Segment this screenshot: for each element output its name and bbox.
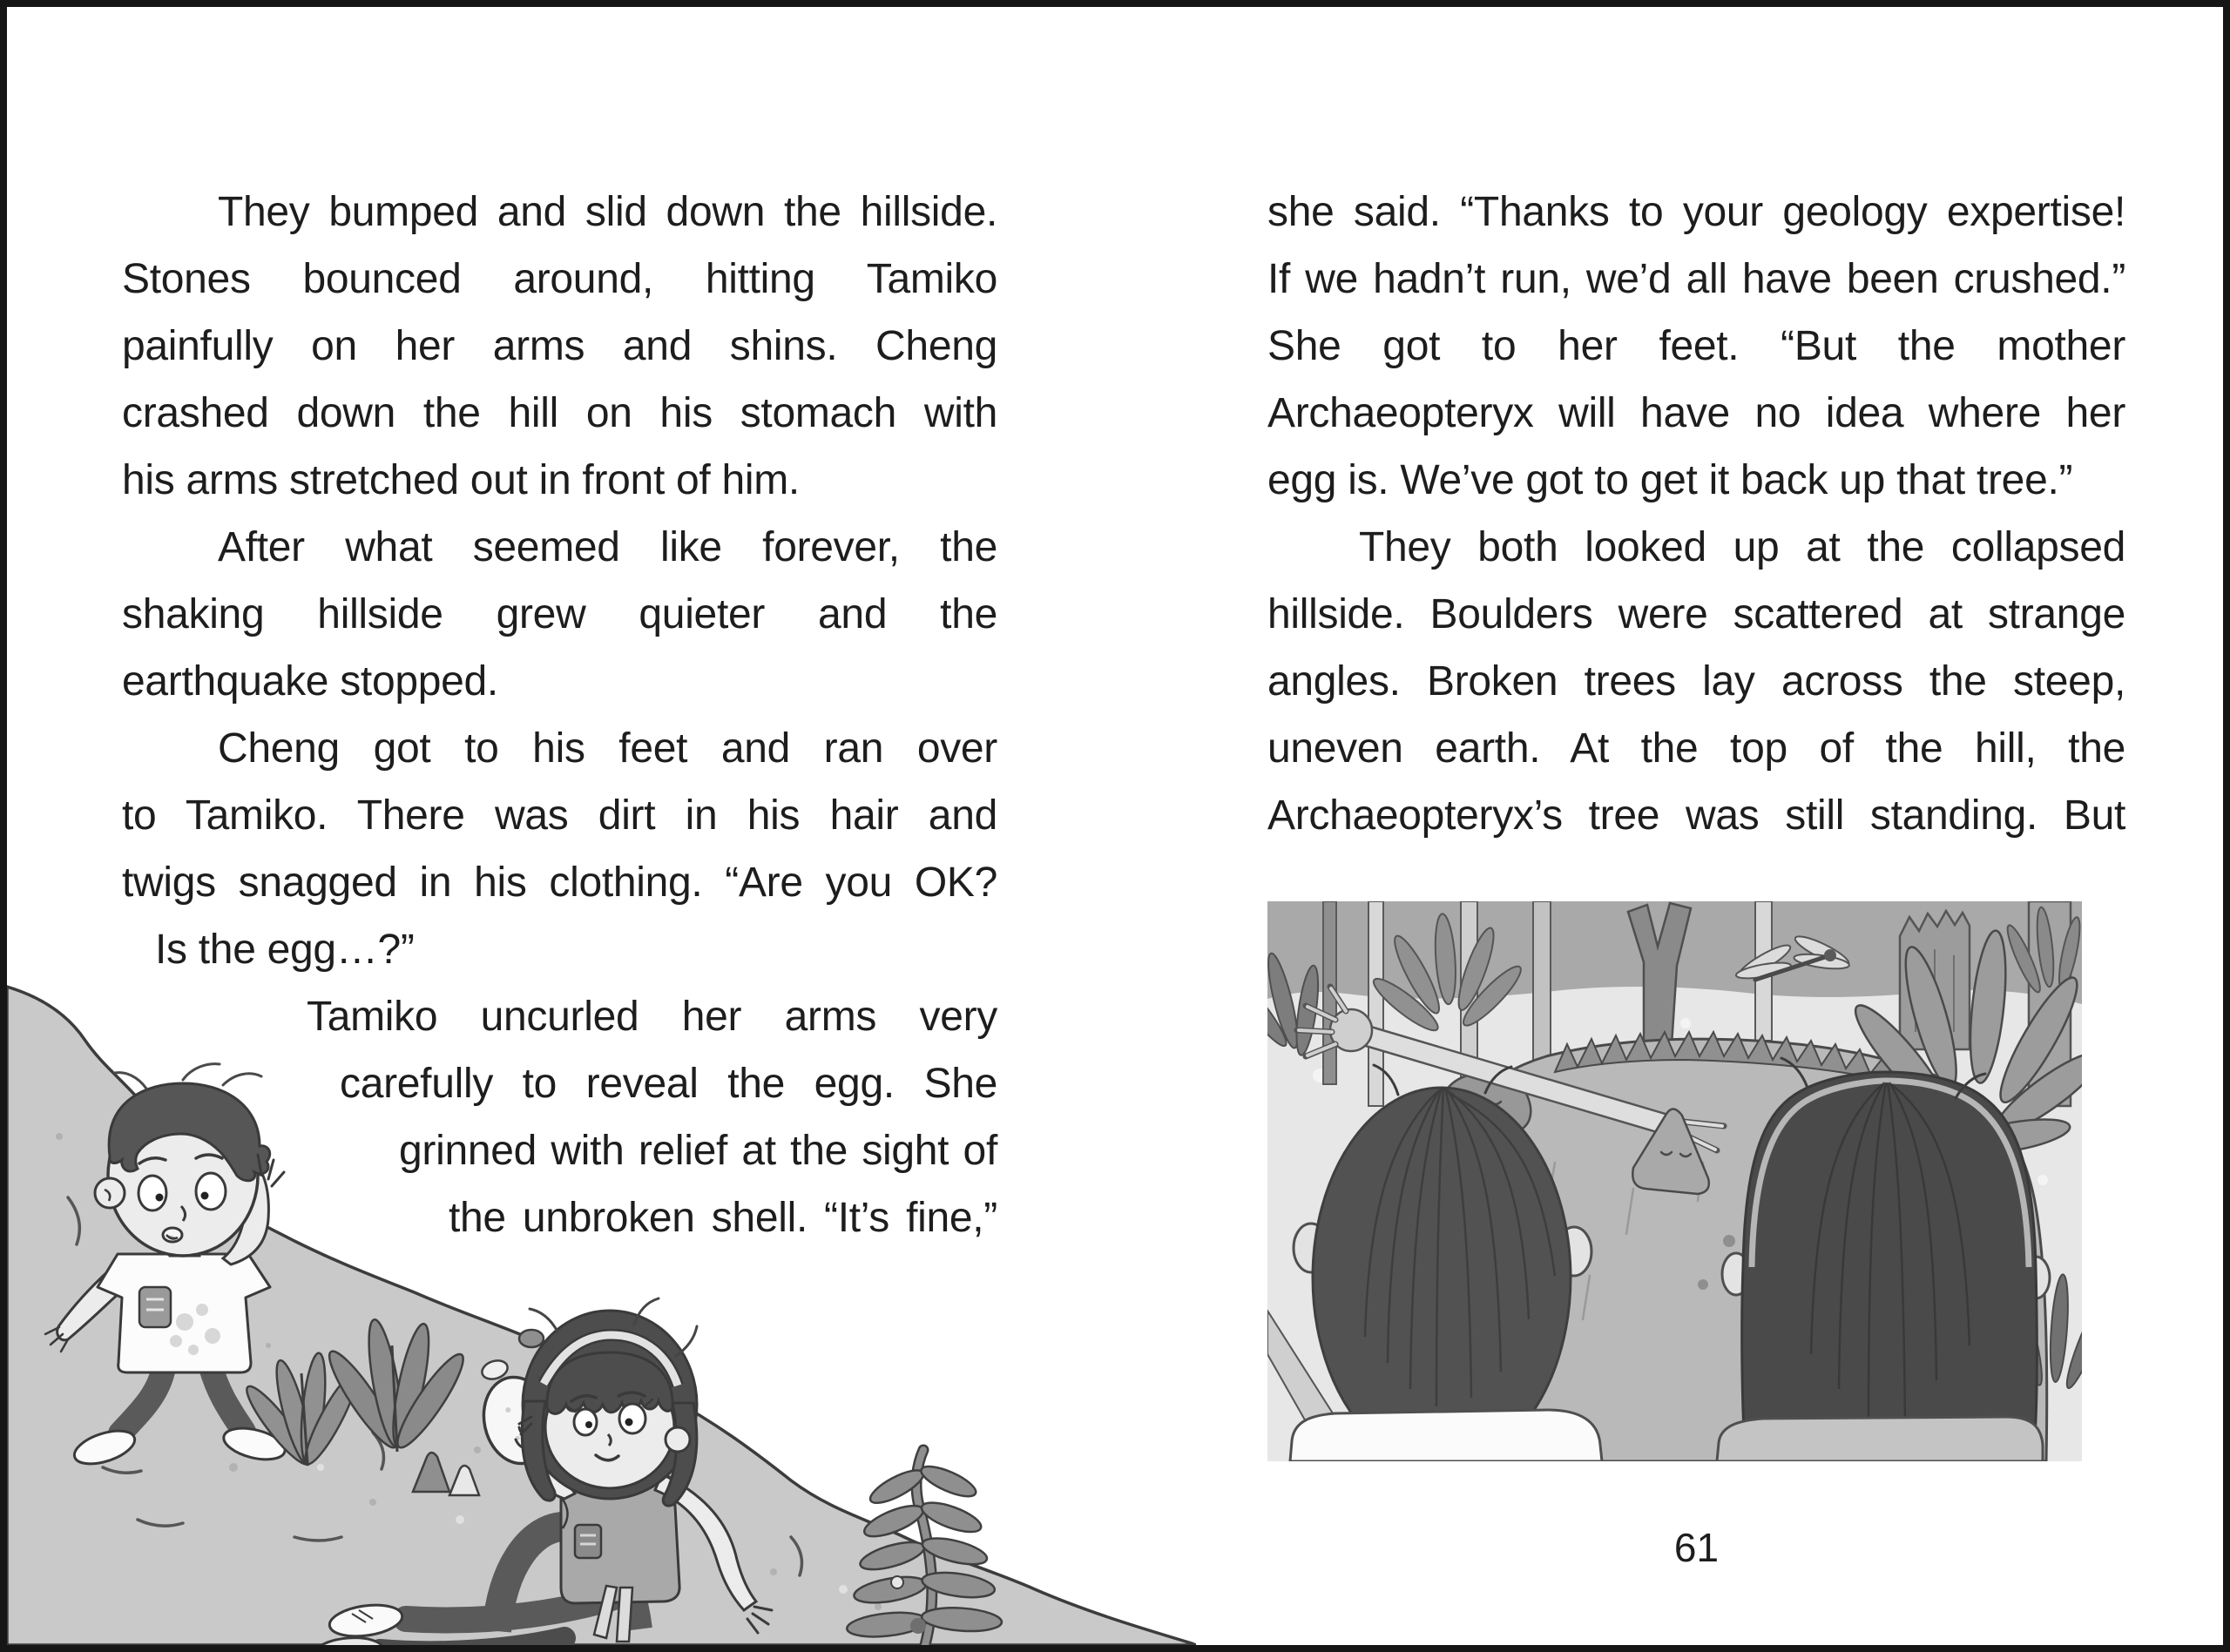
text-line: shaking hillside grew quieter and the — [122, 591, 997, 637]
text-line: painfully on her arms and shins. Cheng — [122, 323, 997, 369]
girl-top-back — [1717, 1417, 2043, 1461]
boy-badge — [139, 1287, 171, 1327]
pebble — [519, 1330, 544, 1347]
girl-hair-back — [1742, 1072, 2037, 1452]
boy-shirt — [98, 1254, 270, 1372]
text-line: Archaeopteryx’s tree was still standing. But — [1267, 792, 2125, 839]
text-line: uneven earth. At the top of the hill, the — [1267, 725, 2125, 772]
text-line: to Tamiko. There was dirt in his hair and — [122, 792, 997, 839]
girl-tie — [617, 1588, 632, 1642]
text-line: earthquake stopped. — [122, 658, 498, 705]
text-line: crashed down the hill on his stomach with — [122, 390, 997, 436]
girl-pupil — [625, 1419, 633, 1426]
boy-shirt-back — [1290, 1410, 1602, 1461]
text-line: After what seemed like forever, the — [218, 524, 997, 570]
girl-eye — [619, 1404, 645, 1433]
collapsed-hillside-illustration — [1267, 901, 2082, 1461]
text-line: She got to her feet. “But the mother — [1267, 323, 2125, 369]
girl-eye — [574, 1409, 597, 1435]
text-line: Stones bounced around, hitting Tamiko — [122, 256, 997, 302]
girl-badge — [575, 1525, 601, 1558]
page-number: 61 — [1673, 1525, 1720, 1570]
text-line: hillside. Boulders were scattered at strange — [1267, 591, 2125, 637]
tree-trunk — [1368, 901, 1383, 1106]
text-line: They bumped and slid down the hillside. — [218, 189, 997, 235]
text-line: Archaeopteryx will have no idea where her — [1267, 390, 2125, 436]
text-line: angles. Broken trees lay across the steep, — [1267, 658, 2125, 705]
text-line: she said. “Thanks to your geology expertise! — [1267, 189, 2125, 235]
text-line: Is the egg…?” — [155, 927, 415, 973]
pebble — [891, 1576, 903, 1588]
text-line: They both looked up at the collapsed — [1359, 524, 2125, 570]
text-line: grinned with relief at the sight of — [399, 1128, 997, 1174]
text-line: his arms stretched out in front of him. — [122, 457, 800, 503]
pebble — [910, 1618, 926, 1634]
text-line: the unbroken shell. “It’s fine,” — [449, 1195, 997, 1241]
right-page-text — [1267, 179, 2125, 849]
girl-pupil — [585, 1421, 592, 1428]
text-line: carefully to reveal the egg. She — [340, 1061, 997, 1107]
left-page-text — [122, 179, 997, 1251]
text-line: twigs snagged in his clothing. “Are you OK? — [122, 860, 997, 906]
text-line: egg is. We’ve got to get it back up that tree.” — [1267, 457, 2073, 503]
girl-ear — [666, 1427, 690, 1452]
text-line: Tamiko uncurled her arms very — [307, 994, 997, 1040]
text-line: If we hadn’t run, we’d all have been crushed.” — [1267, 256, 2125, 302]
text-line: Cheng got to his feet and ran over — [218, 725, 997, 772]
